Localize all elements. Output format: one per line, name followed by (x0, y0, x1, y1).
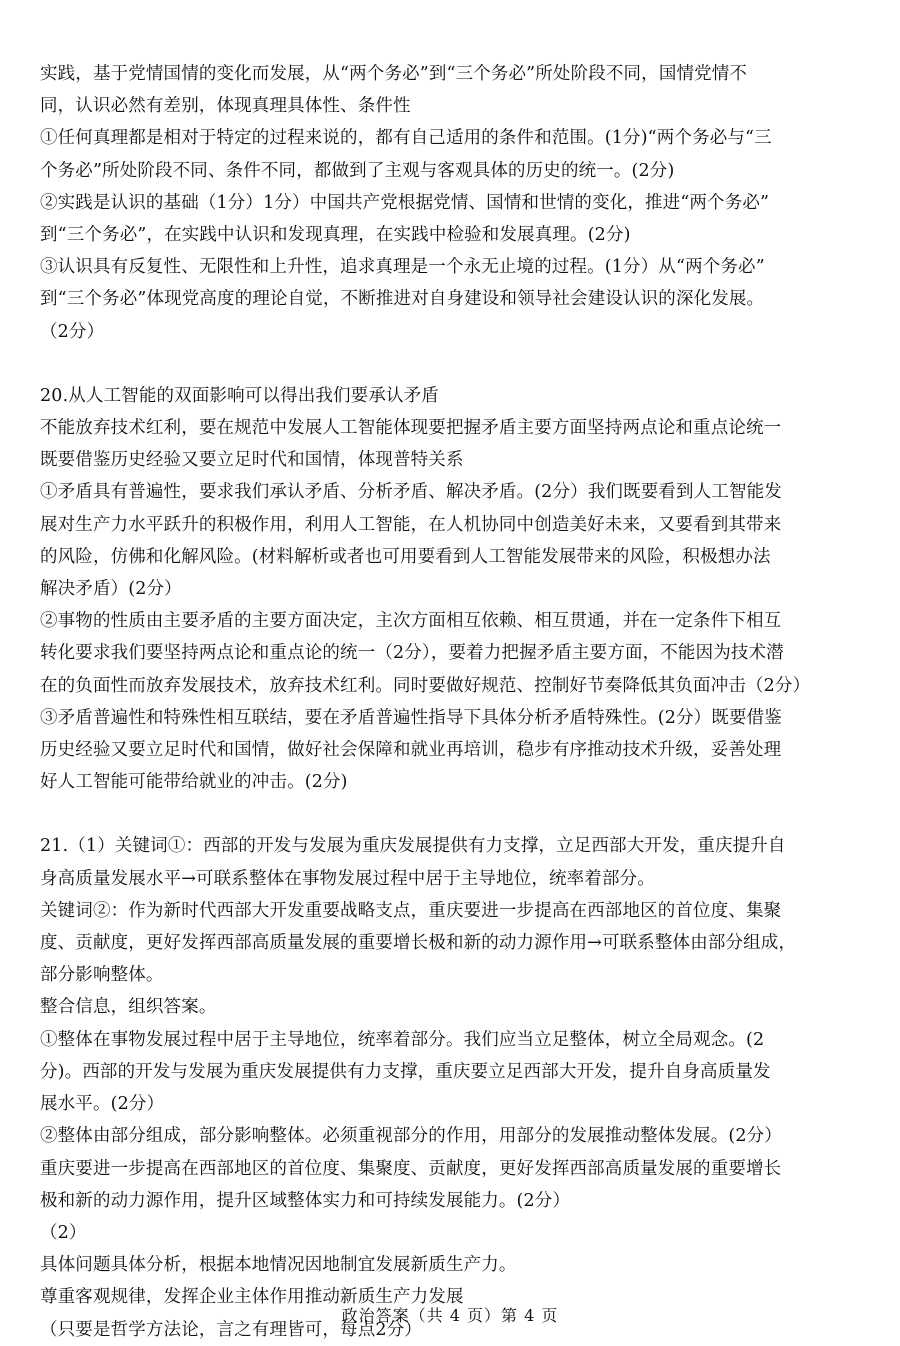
section-gap (40, 798, 870, 830)
text-line: （2） (40, 1222, 87, 1243)
text-line: ②整体由部分组成，部分影响整体。必须重视部分的作用，用部分的发展推动整体发展。(2分） (40, 1126, 782, 1147)
text-line: 个务必”所处阶段不同、条件不同，都做到了主观与客观具体的历史的统一。(2分) (40, 160, 675, 181)
text-line: 度、贡献度，更好发挥西部高质量发展的重要增长极和新的动力源作用→可联系整体由部分组成， (40, 933, 797, 954)
document-page (40, 58, 870, 1346)
text-line: 好人工智能可能带给就业的冲击。(2分) (40, 772, 348, 793)
text-line: 关键词②：作为新时代西部大开发重要战略支点，重庆要进一步提高在西部地区的首位度、集聚 (40, 900, 782, 921)
text-line: 展水平。(2分） (40, 1094, 165, 1115)
text-line: 实践，基于党情国情的变化而发展，从“两个务必”到“三个务必”所处阶段不同，国情党情不 (40, 64, 748, 84)
text-line: （2分） (40, 321, 105, 342)
text-line: （只要是哲学方法论，言之有理皆可，每点2分） (40, 1319, 422, 1340)
text-line: ①矛盾具有普遍性，要求我们承认矛盾、分析矛盾、解决矛盾。(2分）我们既要看到人工智能发 (40, 482, 782, 503)
text-line: 21.（1）关键词①：西部的开发与发展为重庆发展提供有力支撑，立足西部大开发，重庆提升自 (40, 836, 786, 857)
text-line: 的风险，仿佛和化解风险。(材料解析或者也可用要看到人工智能发展带来的风险，积极想办法 (40, 546, 771, 567)
text-line: 到“三个务必”体现党高度的理论自觉，不断推进对自身建设和领导社会建设认识的深化发展。 (40, 289, 765, 310)
answer-block-19-continued (40, 58, 870, 348)
text-line: 身高质量发展水平→可联系整体在事物发展过程中居于主导地位，统率着部分。 (40, 868, 655, 889)
text-line: 整合信息，组织答案。 (40, 997, 217, 1018)
text-line: 20.从人工智能的双面影响可以得出我们要承认矛盾 (40, 385, 439, 406)
text-line: 重庆要进一步提高在西部地区的首位度、集聚度、贡献度，更好发挥西部高质量发展的重要增长 (40, 1158, 782, 1179)
text-line: 转化要求我们要坚持两点论和重点论的统一（2分），要着力把握矛盾主要方面，不能因为技术潜 (40, 643, 784, 664)
text-line: 到“三个务必”，在实践中认识和发现真理，在实践中检验和发展真理。(2分) (40, 225, 631, 246)
text-line: 不能放弃技术红利，要在规范中发展人工智能体现要把握矛盾主要方面坚持两点论和重点论统一 (40, 418, 782, 439)
text-line: 历史经验又要立足时代和国情，做好社会保障和就业再培训，稳步有序推动技术升级，妥善处理 (40, 740, 782, 761)
answer-block-21 (40, 830, 870, 1345)
text-line: 展对生产力水平跃升的积极作用，利用人工智能，在人机协同中创造美好未来，又要看到其带来 (40, 514, 782, 535)
text-line: 既要借鉴历史经验又要立足时代和国情，体现普特关系 (40, 450, 464, 471)
text-line: 部分影响整体。 (40, 965, 164, 986)
page-footer: 政治答案（共 4 页）第 4 页 (341, 1306, 559, 1325)
text-line: 同，认识必然有差别，体现真理具体性、条件性 (40, 96, 411, 117)
text-line: 分)。西部的开发与发展为重庆发展提供有力支撑，重庆要立足西部大开发，提升自身高质量发 (40, 1061, 771, 1082)
text-line: ③矛盾普遍性和特殊性相互联结，要在矛盾普遍性指导下具体分析矛盾特殊性。(2分）既要借鉴 (40, 707, 782, 728)
text-line: 在的负面性而放弃发展技术，放弃技术红利。同时要做好规范、控制好节奏降低其负面冲击（2分） (40, 675, 811, 696)
text-line: 极和新的动力源作用，提升区域整体实力和可持续发展能力。(2分） (40, 1190, 571, 1211)
text-line: ③认识具有反复性、无限性和上升性，追求真理是一个永无止境的过程。(1分）从“两个务必” (40, 257, 765, 278)
text-line: ②事物的性质由主要矛盾的主要方面决定，主次方面相互依赖、相互贯通，并在一定条件下相互 (40, 611, 782, 632)
answer-block-20 (40, 380, 870, 799)
section-gap (40, 348, 870, 380)
text-line: ②实践是认识的基础（1分）1分）中国共产党根据党情、国情和世情的变化，推进“两个务必” (40, 192, 770, 213)
text-line: 具体问题具体分析，根据本地情况因地制宜发展新质生产力。 (40, 1255, 517, 1276)
text-line: ①整体在事物发展过程中居于主导地位，统率着部分。我们应当立足整体，树立全局观念。(2 (40, 1029, 765, 1050)
text-line: ①任何真理都是相对于特定的过程来说的，都有自己适用的条件和范围。(1分)“两个务必与“三 (40, 128, 772, 149)
text-line: 尊重客观规律，发挥企业主体作用推动新质生产力发展 (40, 1287, 464, 1308)
text-line: 解决矛盾）(2分） (40, 579, 182, 600)
